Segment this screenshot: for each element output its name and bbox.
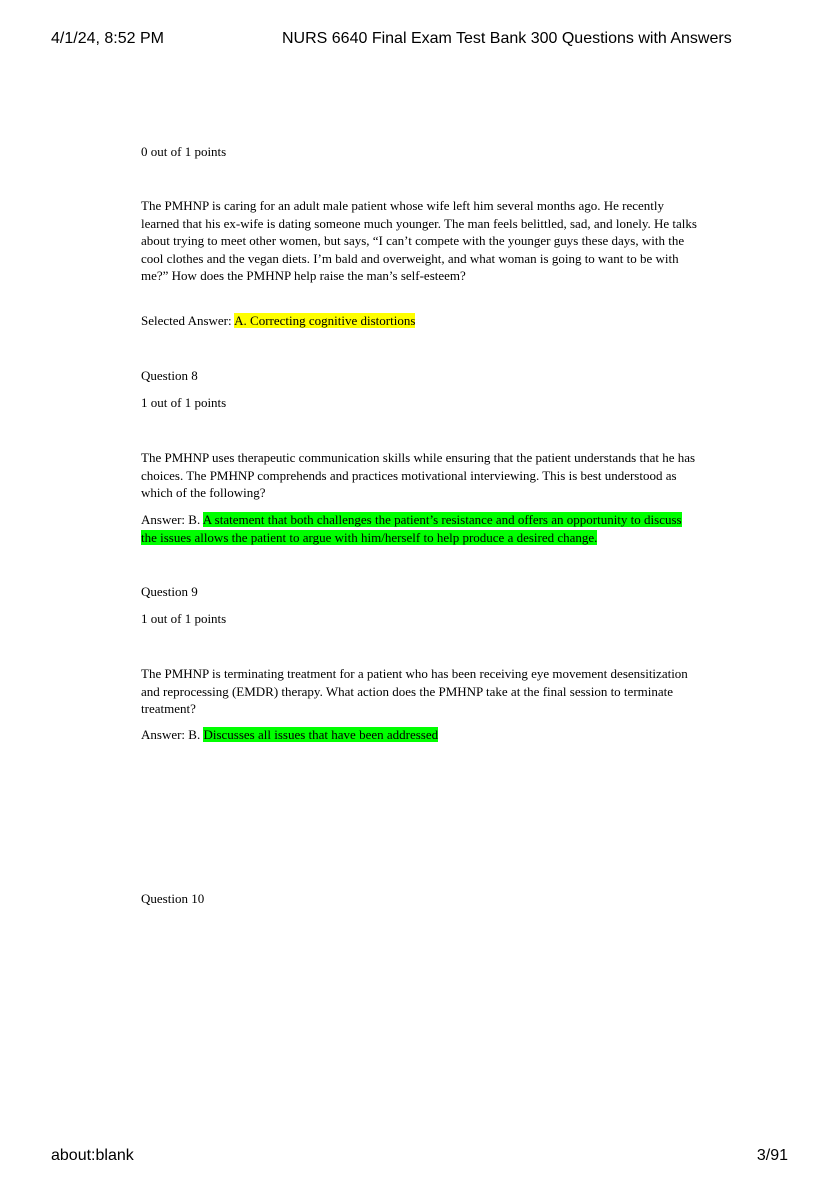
question-9-text: The PMHNP is terminating treatment for a patient who has been receiving eye movement desensitization and reprocessing (EMDR) therapy. What action does the PMHNP take at the final session to terminate treatment? xyxy=(141,666,688,716)
question-7-answer xyxy=(141,312,697,330)
question-7-score: 0 out of 1 points xyxy=(141,144,227,159)
correct-answer-highlight: A statement that both challenges the patient’s resistance and offers an opportunity to discuss the issues allows the patient to argue with him/herself to help produce a desired change. xyxy=(141,512,682,545)
document-title: NURS 6640 Final Exam Test Bank 300 Questions with Answers xyxy=(282,30,732,47)
answer-prefix: Answer: B. xyxy=(141,512,203,527)
print-url: about:blank xyxy=(51,1147,134,1164)
question-9-answer xyxy=(141,726,697,744)
question-7-text: The PMHNP is caring for an adult male patient whose wife left him several months ago. He recently learned that his ex-wife is dating someone much younger. The man feels belittled, sad, and lonely. He talks about trying to meet other women, but says, “I can’t compete with the younger guys these days, with the cool clothes and the vegan diets. I’m bald and overweight, and what woman is going to want to be with me?” How does the PMHNP help raise the man’s self-esteem? xyxy=(141,198,697,283)
question-9-score: 1 out of 1 points xyxy=(141,611,227,626)
question-8-label: Question 8 xyxy=(141,368,198,383)
question-8-score: 1 out of 1 points xyxy=(141,395,227,410)
answer-prefix: Selected Answer: xyxy=(141,313,235,328)
selected-answer-highlight: A. Correcting cognitive distortions xyxy=(234,313,416,328)
correct-answer-highlight: Discusses all issues that have been addressed xyxy=(203,727,439,742)
question-8-answer xyxy=(141,511,697,546)
question-8-text: The PMHNP uses therapeutic communication skills while ensuring that the patient understands that he has choices. The PMHNP comprehends and practices motivational interviewing. This is best understood as which of the following? xyxy=(141,450,696,500)
answer-prefix: Answer: B. xyxy=(141,727,204,742)
print-datetime: 4/1/24, 8:52 PM xyxy=(51,30,164,47)
page-indicator: 3/91 xyxy=(756,1147,788,1164)
question-9-label: Question 9 xyxy=(141,584,198,599)
question-10-label: Question 10 xyxy=(141,891,205,906)
